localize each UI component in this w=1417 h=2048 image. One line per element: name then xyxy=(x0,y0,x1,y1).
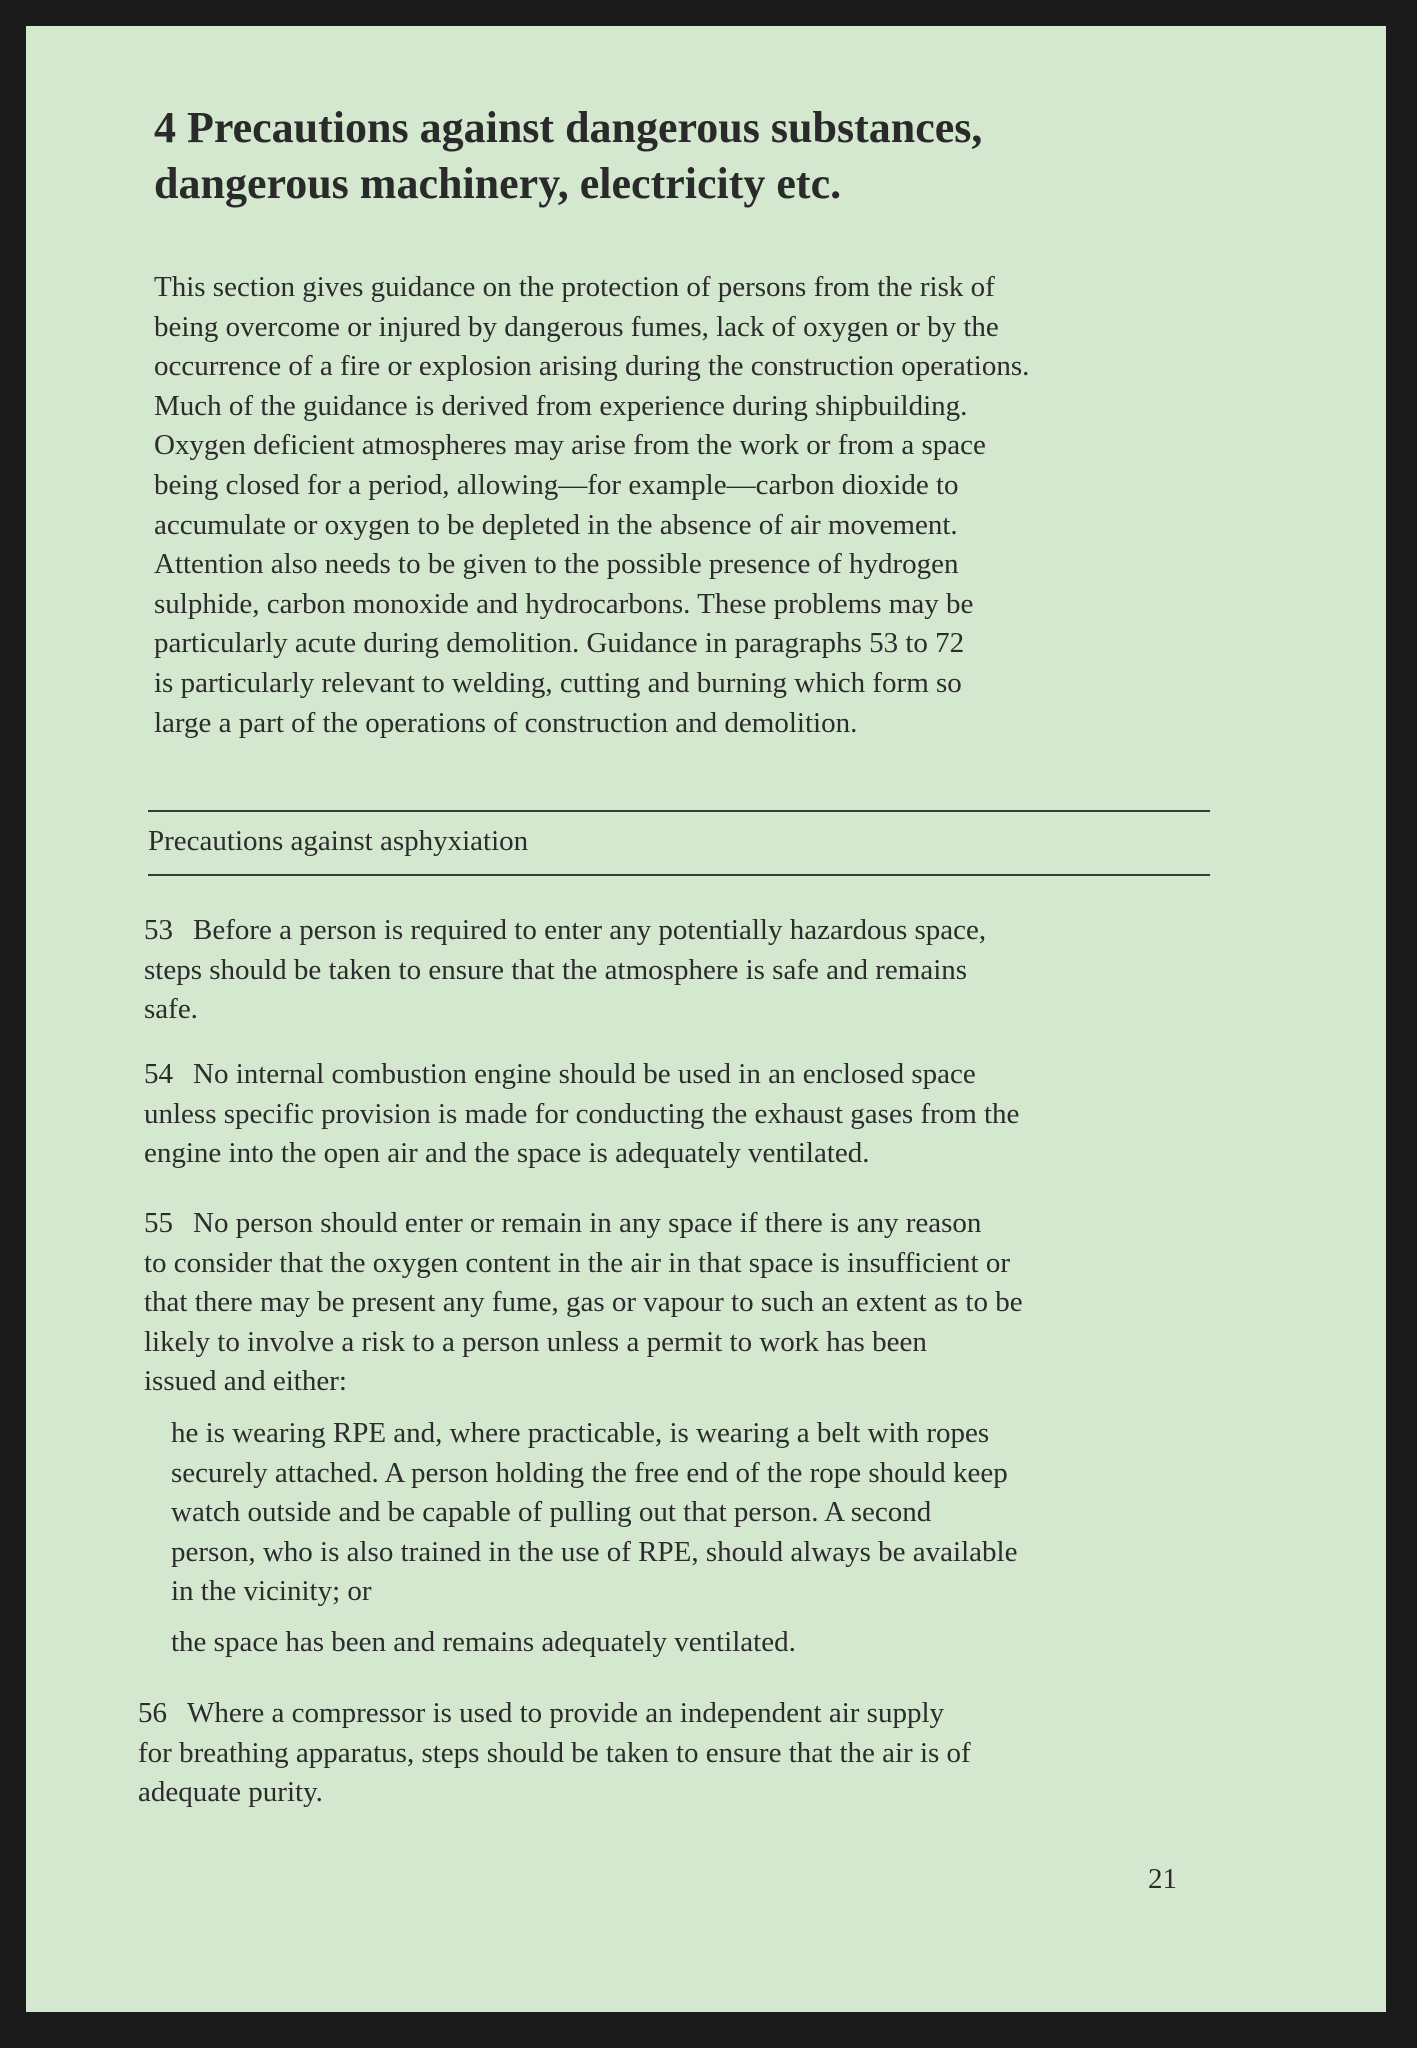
intro-line: occurrence of a fire or explosion arising during the construction operations. xyxy=(154,350,1030,383)
subheading: Precautions against asphyxiation xyxy=(148,825,529,857)
paragraph-line: engine into the open air and the space is adequately ventilated. xyxy=(144,1137,870,1170)
intro-line: being closed for a period, allowing—for example—carbon dioxide to xyxy=(154,468,959,501)
intro-line: sulphide, carbon monoxide and hydrocarbons. These problems may be xyxy=(154,587,974,620)
heading-line: 4 Precautions against dangerous substances, xyxy=(154,103,983,152)
paragraph-line: person, who is also trained in the use of RPE, should always be available xyxy=(171,1535,1018,1568)
intro-line: Oxygen deficient atmospheres may arise from the work or from a space xyxy=(154,429,986,462)
paragraph-number: 54 xyxy=(144,1058,173,1090)
paragraph-55 xyxy=(144,1204,1224,1402)
paragraph-line: that there may be present any fume, gas or vapour to such an extent as to be xyxy=(144,1286,1023,1319)
paragraph-number: 56 xyxy=(138,1697,167,1729)
paragraph-line xyxy=(144,1204,1224,1244)
intro-line: large a part of the operations of construction and demolition. xyxy=(154,706,858,739)
paragraph-55-condition-b xyxy=(171,1623,1251,1663)
intro-line: Much of the guidance is derived from experience during shipbuilding. xyxy=(154,389,968,422)
intro-line: This section gives guidance on the protection of persons from the risk of xyxy=(154,271,995,303)
paragraph-line: steps should be taken to ensure that the atmosphere is safe and remains xyxy=(144,953,968,986)
intro-line: accumulate or oxygen to be depleted in the absence of air movement. xyxy=(154,508,958,541)
intro-line: is particularly relevant to welding, cutting and burning which form so xyxy=(154,666,962,699)
paragraph-line: likely to involve a risk to a person unless a permit to work has been xyxy=(144,1325,927,1358)
paragraph-line: issued and either: xyxy=(144,1365,347,1398)
page-number: 21 xyxy=(1148,1863,1177,1895)
paragraph-line: adequate purity. xyxy=(138,1776,323,1809)
paragraph-54 xyxy=(144,1055,1224,1174)
paragraph-line: he is wearing RPE and, where practicable, is wearing a belt with ropes xyxy=(171,1417,990,1449)
paragraph-line xyxy=(144,1055,1224,1095)
paragraph-line: watch outside and be capable of pulling out that person. A second xyxy=(171,1496,932,1529)
paragraph-text: Before a person is required to enter any potentially hazardous space, xyxy=(193,914,987,946)
paragraph-line: in the vicinity; or xyxy=(171,1575,372,1608)
subheading-rule-top xyxy=(148,810,1210,812)
document-page xyxy=(26,26,1386,2012)
intro-line: being overcome or injured by dangerous fumes, lack of oxygen or by the xyxy=(154,310,999,343)
paragraph-number: 53 xyxy=(144,914,173,946)
paragraph-53 xyxy=(144,911,1224,1030)
paragraph-line: for breathing apparatus, steps should be taken to ensure that the air is of xyxy=(138,1736,971,1769)
paragraph-line: unless specific provision is made for conducting the exhaust gases from the xyxy=(144,1097,1020,1130)
paragraph-text: No person should enter or remain in any space if there is any reason xyxy=(193,1207,982,1239)
heading-line: dangerous machinery, electricity etc. xyxy=(154,159,842,208)
paragraph-line xyxy=(138,1694,1218,1734)
intro-line: Attention also needs to be given to the possible presence of hydrogen xyxy=(154,548,959,581)
paragraph-text: No internal combustion engine should be used in an enclosed space xyxy=(193,1058,976,1090)
paragraph-55-condition-a xyxy=(171,1414,1251,1612)
paragraph-56 xyxy=(138,1694,1218,1813)
paragraph-line xyxy=(144,911,1224,951)
section-heading xyxy=(154,100,1154,212)
intro-paragraph xyxy=(154,268,1229,743)
intro-line: particularly acute during demolition. Guidance in paragraphs 53 to 72 xyxy=(154,627,965,660)
paragraph-line: to consider that the oxygen content in the air in that space is insufficient or xyxy=(144,1246,1011,1279)
subheading-rule-bottom xyxy=(148,874,1210,876)
paragraph-line: securely attached. A person holding the free end of the rope should keep xyxy=(171,1456,1008,1489)
paragraph-number: 55 xyxy=(144,1207,173,1239)
paragraph-line: the space has been and remains adequately ventilated. xyxy=(171,1626,796,1658)
paragraph-text: Where a compressor is used to provide an independent air supply xyxy=(187,1697,945,1729)
paragraph-line: safe. xyxy=(144,993,198,1026)
